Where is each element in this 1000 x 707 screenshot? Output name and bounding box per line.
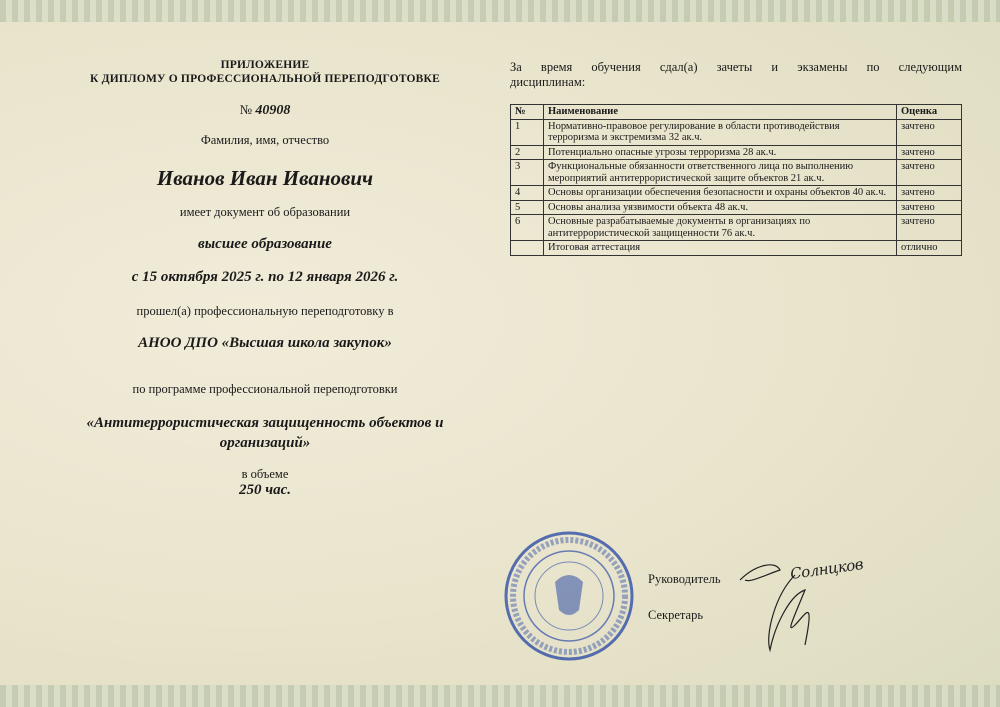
grade: зачтено	[897, 145, 962, 160]
table-row	[511, 200, 962, 215]
period: с 15 октября 2025 г. по 12 января 2026 г.	[131, 269, 399, 285]
head-label: Руководитель	[648, 572, 721, 586]
header-name: Наименование	[544, 105, 897, 120]
header-number: №	[511, 105, 544, 120]
full-name: Иванов Иван Иванович	[156, 166, 374, 190]
intro-line2: дисциплинам:	[510, 75, 586, 89]
grade: зачтено	[897, 215, 962, 241]
row-number: 5	[511, 200, 544, 215]
disciplines-table	[510, 104, 962, 256]
secretary-label: Секретарь	[648, 608, 704, 622]
decorative-border-top	[0, 0, 1000, 22]
retraining-label: прошел(а) профессиональную переподготовку в	[136, 304, 394, 318]
volume-label: в объеме	[241, 467, 289, 481]
number-value: 40908	[255, 103, 291, 118]
program: «Антитеррористическая защищенность объектов и организаций»	[86, 415, 444, 451]
discipline-name: Основы анализа уязвимости объекта 48 ак.ч.	[544, 200, 897, 215]
table-row	[511, 241, 962, 256]
fio-label: Фамилия, имя, отчество	[200, 133, 330, 147]
row-number: 6	[511, 215, 544, 241]
table-row	[511, 160, 962, 186]
document-number	[60, 102, 470, 119]
table-row	[511, 215, 962, 241]
institution: АНОО ДПО «Высшая школа закупок»	[138, 335, 392, 351]
grade: отлично	[897, 241, 962, 256]
row-number: 1	[511, 119, 544, 145]
grade: зачтено	[897, 186, 962, 201]
discipline-name: Основные разрабатываемые документы в организациях по антитеррористической защищенности 76 ак.ч.	[544, 215, 897, 241]
table-row	[511, 119, 962, 145]
decorative-border-bottom	[0, 685, 1000, 707]
discipline-name: Итоговая аттестация	[544, 241, 897, 256]
left-page	[60, 58, 470, 499]
grade: зачтено	[897, 160, 962, 186]
education: высшее образование	[198, 236, 332, 252]
education-label: имеет документ об образовании	[179, 205, 351, 219]
discipline-name: Основы организации обеспечения безопасности и охраны объектов 40 ак.ч.	[544, 186, 897, 201]
row-number: 4	[511, 186, 544, 201]
table-row	[511, 145, 962, 160]
table-row	[511, 186, 962, 201]
row-number	[511, 241, 544, 256]
program-label: по программе профессиональной переподготовки	[132, 382, 398, 396]
right-page	[510, 60, 962, 256]
discipline-name: Нормативно-правовое регулирование в области противодействия терроризма и экстремизма 32 ак.ч.	[544, 119, 897, 145]
grade: зачтено	[897, 200, 962, 215]
head-signature-text: Солнцков	[789, 554, 865, 584]
discipline-name: Функциональные обязанности ответственного лица по выполнению мероприятий антитеррористической защите объектов 21 ак.ч.	[544, 160, 897, 186]
row-number: 2	[511, 145, 544, 160]
header-line2: К ДИПЛОМУ О ПРОФЕССИОНАЛЬНОЙ ПЕРЕПОДГОТОВКЕ	[90, 73, 440, 85]
intro-line1: За время обучения сдал(а) зачеты и экзамены по следующим	[510, 60, 962, 74]
volume: 250 час.	[238, 482, 292, 498]
discipline-name: Потенциально опасные угрозы терроризма 28 ак.ч.	[544, 145, 897, 160]
row-number: 3	[511, 160, 544, 186]
grade: зачтено	[897, 119, 962, 145]
official-seal	[503, 530, 635, 662]
number-label: №	[239, 102, 253, 117]
header-line1: ПРИЛОЖЕНИЕ	[220, 59, 310, 71]
header-grade: Оценка	[897, 105, 962, 120]
